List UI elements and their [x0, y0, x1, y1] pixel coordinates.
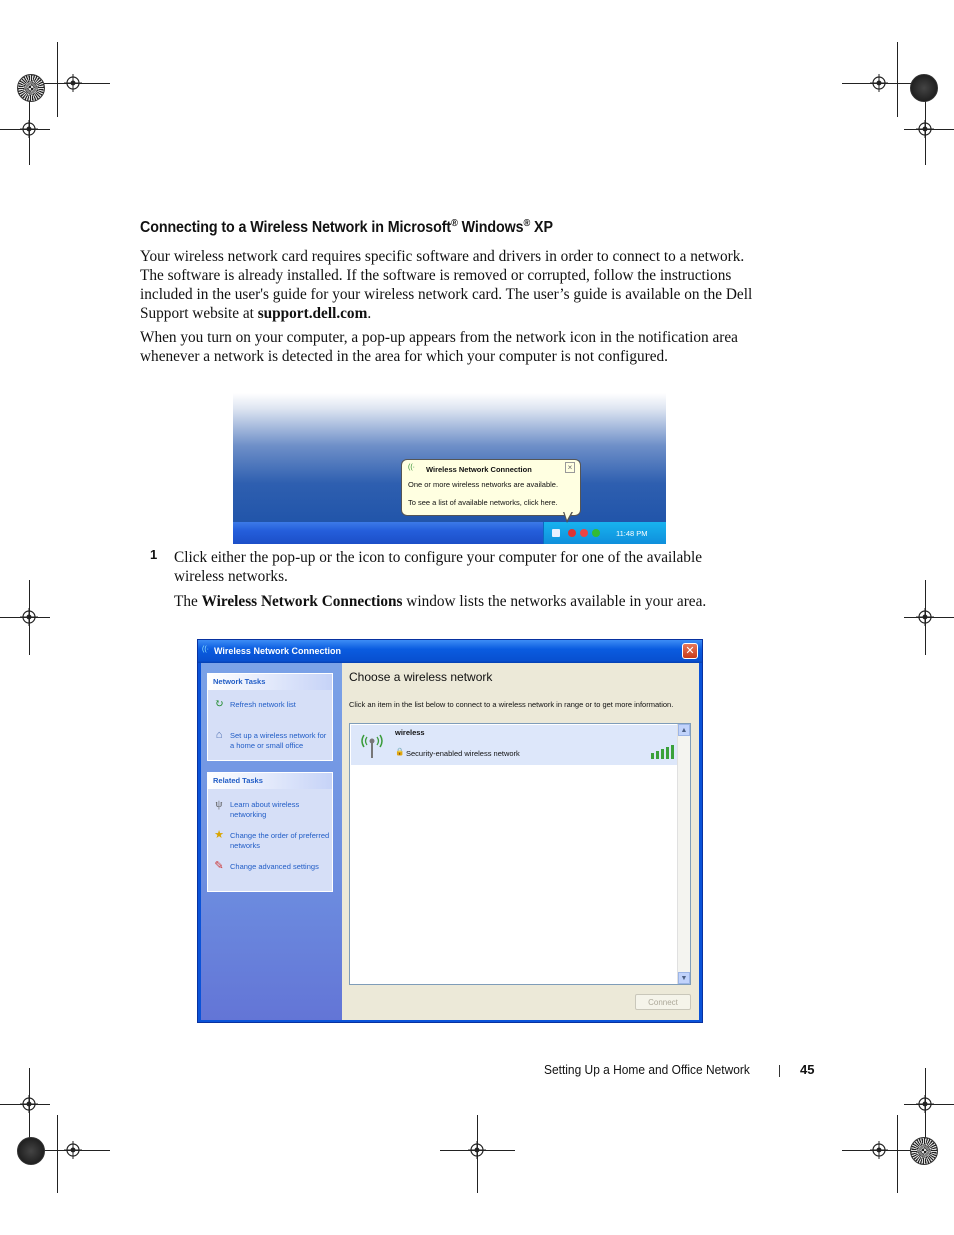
related-tasks-header[interactable]: Related Tasks — [208, 773, 332, 789]
security-tray-icon — [568, 529, 576, 537]
wifi-icon: ((· — [408, 464, 415, 471]
wireless-network-window — [197, 639, 703, 1023]
task-change-advanced[interactable]: Change advanced settings — [230, 862, 319, 871]
task-setup-wireless-network[interactable]: Set up a wireless network for a home or small office — [230, 731, 327, 750]
intro-end: . — [367, 305, 372, 322]
antenna-icon — [359, 731, 385, 759]
setup-network-icon: ⌂ — [215, 729, 223, 741]
registration-rosette-icon — [17, 74, 45, 102]
network-tasks-box — [207, 673, 333, 761]
learn-antenna-icon: ψ — [215, 798, 223, 810]
registration-rosette-icon — [17, 1137, 45, 1165]
heading-text: XP — [530, 219, 553, 237]
shield-tray-icon — [580, 529, 588, 537]
support-link: support.dell.com — [257, 305, 368, 322]
followup-pre: The — [174, 593, 202, 610]
network-tasks-header[interactable]: Network Tasks — [208, 674, 332, 690]
registration-target-icon — [468, 1141, 486, 1159]
choose-network-title: Choose a wireless network — [349, 670, 493, 684]
task-pane — [201, 663, 342, 1020]
registered-mark: ® — [451, 218, 458, 229]
window-wifi-icon: ((· — [202, 646, 209, 653]
heading-text: Connecting to a Wireless Network in Microsoft — [140, 219, 452, 237]
settings-icon: ✎ — [214, 860, 224, 872]
notification-screenshot — [233, 393, 666, 544]
registration-rosette-icon — [910, 74, 938, 102]
followup-bold: Wireless Network Connections — [201, 593, 403, 610]
main-pane — [342, 663, 699, 1020]
clock: 11:48 PM — [616, 529, 648, 538]
registration-target-icon — [870, 1141, 888, 1159]
scroll-down-icon[interactable]: ▼ — [678, 972, 690, 984]
registration-target-icon — [64, 1141, 82, 1159]
registration-target-icon — [916, 120, 934, 138]
network-security: Security-enabled wireless network — [406, 749, 520, 758]
page-number: 45 — [800, 1062, 815, 1077]
scroll-up-icon[interactable]: ▲ — [678, 724, 690, 736]
intro-paragraph — [140, 247, 760, 323]
registration-target-icon — [916, 1095, 934, 1113]
network-list-scrollbar[interactable] — [677, 724, 690, 984]
network-list[interactable] — [349, 723, 691, 985]
signal-strength-icon — [651, 745, 675, 759]
section-heading — [140, 218, 784, 237]
registration-target-icon — [20, 120, 38, 138]
notification-area — [543, 522, 666, 544]
choose-network-description: Click an item in the list below to connect to a wireless network in range or to get more information. — [349, 700, 674, 709]
window-close-button[interactable]: ✕ — [682, 643, 698, 659]
network-name: wireless — [395, 728, 425, 737]
network-balloon-popup[interactable] — [401, 459, 581, 516]
step-number: 1 — [150, 547, 158, 562]
registration-target-icon — [916, 608, 934, 626]
related-tasks-box — [207, 772, 333, 892]
step-1-text: Click either the pop-up or the icon to configure your computer for one of the available wireless networks. — [174, 549, 702, 585]
registration-target-icon — [870, 74, 888, 92]
step-1-followup — [174, 592, 754, 611]
heading-text: Windows — [457, 219, 524, 237]
registration-target-icon — [20, 608, 38, 626]
popup-paragraph: When you turn on your computer, a pop-up appears from the network icon in the notification area whenever a network is detected in the area for which your computer is not configured. — [140, 329, 738, 365]
task-change-order[interactable]: Change the order of preferred networks — [230, 831, 330, 850]
task-learn-wireless[interactable]: Learn about wireless networking — [230, 800, 300, 819]
star-icon: ★ — [214, 829, 224, 841]
network-tray-icon[interactable] — [552, 529, 560, 537]
footer-section-title: Setting Up a Home and Office Network — [544, 1062, 750, 1077]
registration-target-icon — [20, 1095, 38, 1113]
update-tray-icon — [592, 529, 600, 537]
balloon-line-1: One or more wireless networks are available. — [408, 480, 559, 489]
registration-target-icon — [64, 74, 82, 92]
connect-button[interactable]: Connect — [635, 994, 691, 1010]
balloon-title: Wireless Network Connection — [426, 465, 532, 474]
followup-post: window lists the networks available in your area. — [402, 593, 707, 610]
registered-mark: ® — [523, 218, 531, 229]
refresh-icon: ↻ — [214, 698, 224, 710]
footer-divider — [779, 1065, 780, 1077]
balloon-line-2: To see a list of available networks, click here. — [408, 498, 558, 507]
network-list-item[interactable] — [351, 725, 677, 765]
lock-icon: 🔒 — [395, 747, 405, 756]
registration-rosette-icon — [910, 1137, 938, 1165]
window-titlebar[interactable] — [198, 640, 702, 663]
intro-text: Your wireless network card requires specific software and drivers in order to connect to a network. The software is already installed. If the software is removed or corrupted, follow the instructions included in the user's guide for your wireless network card. The user’s guide is available on the Dell Support website at — [140, 248, 753, 322]
window-title: Wireless Network Connection — [214, 646, 341, 656]
task-refresh-network-list[interactable]: Refresh network list — [230, 700, 296, 709]
balloon-tail-fill — [564, 511, 572, 520]
balloon-close-icon[interactable]: × — [565, 462, 575, 473]
